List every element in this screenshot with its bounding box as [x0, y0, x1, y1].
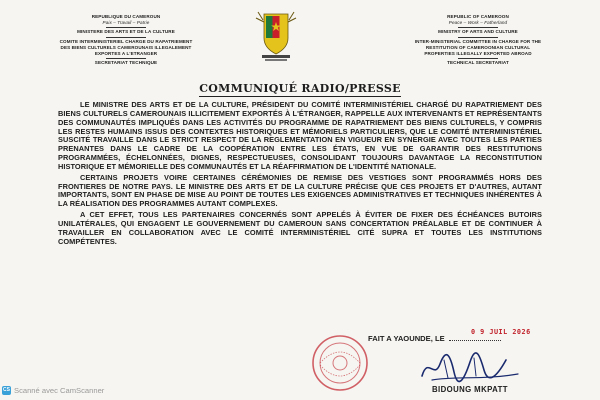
- handwritten-signature: [414, 350, 524, 386]
- header-rule: [106, 37, 146, 38]
- camscanner-icon: CS: [3, 387, 10, 393]
- date-dotted-line: [449, 340, 501, 341]
- header-right-line7: TECHNICAL SECRETARIAT: [447, 60, 509, 66]
- header-rule: [106, 27, 146, 28]
- header-right-line1: REPUBLIC OF CAMEROON: [447, 14, 509, 19]
- header-left-line7: SECRETARIAT TECHNIQUE: [94, 60, 158, 66]
- title-text: COMMUNIQUÉ RADIO/PRESSE: [199, 82, 401, 95]
- header-rule: [106, 58, 146, 59]
- paragraph: A CET EFFET, TOUS LES PARTENAIRES CONCERNÉS SONT APPELÉS À ÉVITER DE FIXER DES ÉCHÉANCES BUTOIRS UNILATÉRALES, QUI ENGAGENT LE GOUVERNEMENT DU CAMEROUN SANS CONCERTATION PRÉALABLE ET DE CONTINUER À TRAVAILLER EN COLLABORATION AVEC LE COMITÉ INTERMINISTÉRIEL CITÉ SUPRA ET TOUTES LES INSTITUTIONS COMPÉTENTES.: [58, 210, 542, 246]
- communique-body: [58, 101, 542, 249]
- signer-name: BIDOUNG MKPATT: [432, 385, 508, 394]
- cameroon-coat-of-arms-icon: [252, 8, 300, 62]
- header-right-line5: RESTITUTION OF CAMEROONIAN CULTURAL: [425, 44, 531, 50]
- official-seal-stamp: [310, 333, 370, 393]
- header-left-line5: DES BIENS CULTURELS CAMEROUNAIS ILLEGALEMENT: [60, 44, 192, 50]
- header-right: [378, 14, 578, 66]
- header-left-line2: Paix – Travail – Patrie: [102, 20, 150, 26]
- paragraph: LE MINISTRE DES ARTS ET DE LA CULTURE, PRÉSIDENT DU COMITÉ INTERMINISTÉRIEL CHARGÉ DU RAPATRIEMENT DES BIENS CULTURELS CAMEROUNAIS ILLICITEMENT EXPORTÉS À L'ÉTRANGER, RAPPELLE AUX INTERVENANTS ET REPRÉSENTANTS DES COMMUNAUTÉS IMPLIQUÉS DANS LES ACTIVITÉS DU PROGRAMME DE RAPATRIEMENT DES BIENS CULTURELS, Y COMPRIS LES RESTES HUMAINS ISSUS DES CONTEXTES HISTORIQUES ET MÉMORIELS PARTICULIERS, QUE LE COMITÉ INTERMINISTÉRIEL SUSCITÉ TRAVAILLE DANS LE STRICT RESPECT DE LA REGLEMENTATION EN VIGUEUR EN SYNERGIE AVEC TOUTES LES PARTIES PRENANTES DANS LE CADRE DE LA COOPÉRATION ENTRE LES ÉTATS, EN VUE DE GARANTIR DES RESTITUTIONS PROGRAMMÉES, ÉCHELONNÉES, DIGNES, RESPECTUEUSES, CONSOLIDANT TOUJOURS DAVANTAGE LA RECONSTITUTION HISTORIQUE ET MÉMORIELLE DES COMMUNAUTÉS ET LA RÉAFFIRMATION DE L'IDENTITÉ NATIONALE.: [58, 100, 542, 171]
- header-left-line6: EXPORTES A L'ETRANGER: [94, 51, 158, 57]
- place-line-text: FAIT A YAOUNDE, LE: [368, 334, 445, 343]
- header-rule: [458, 27, 498, 28]
- header-left-line1: REPUBLIQUE DU CAMEROUN: [91, 14, 161, 19]
- paragraph: CERTAINS PROJETS VOIRE CERTAINES CÉRÉMONIES DE REMISE DES VESTIGES SONT PROGRAMMÉS HORS DES FRONTIERES DE NOTRE PAYS. LE MINISTRE DES ARTS ET DE LA CULTURE PRÉCISE QUE CES PROJETS ET D'AUTRES, AUTANT IMPORTANTS, SONT EN PHASE DE MISE AU POINT DE TOUTES LES EXIGENCES ADMINISTRATIVES ET TECHNIQUES INHÉRENTES À LA RÉALISATION DES PROGRAMMES AUTANT COMPLEXES.: [58, 172, 542, 209]
- header-right-line2: Peace – Work – Fatherland: [448, 20, 508, 26]
- header-right-line4: INTER-MINISTERIAL COMMITTEE IN CHARGE FOR THE: [414, 38, 542, 44]
- header-left-line3: MINISTERE DES ARTS ET DE LA CULTURE: [77, 29, 175, 35]
- header-left: [26, 14, 226, 66]
- header-right-line6: PROPERTIES ILLEGALLY EXPORTED ABROAD: [424, 51, 532, 57]
- header-rule: [458, 37, 498, 38]
- date-stamp: 0 9 JUIL 2026: [471, 328, 531, 336]
- header-rule: [458, 58, 498, 59]
- header-left-line4: COMITE INTERMINISTERIEL CHARGE DU RAPATRIEMENT: [59, 38, 193, 44]
- scanner-note: Scanné avec CamScanner: [14, 386, 105, 395]
- scanner-watermark: [2, 386, 104, 395]
- page-title: [0, 82, 600, 95]
- header-right-line3: MINISTRY OF ARTS AND CULTURE: [438, 29, 518, 35]
